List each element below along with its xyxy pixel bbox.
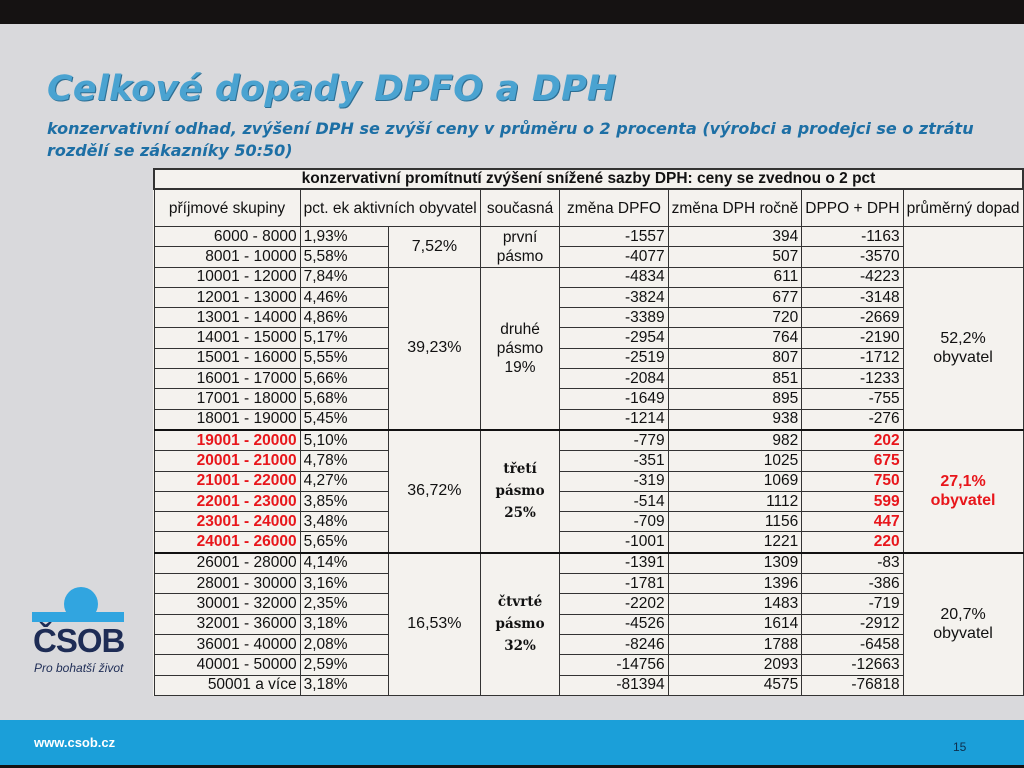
avg-impact-cell bbox=[903, 227, 1023, 268]
change-dpfo-cell: -779 bbox=[560, 430, 668, 451]
pct-cell: 5,10% bbox=[300, 430, 388, 451]
pct-cell: 3,18% bbox=[300, 614, 388, 634]
page-number: 15 bbox=[953, 740, 967, 754]
table-row bbox=[154, 471, 1023, 491]
tax-zone-name: čtvrté bbox=[497, 594, 543, 611]
dppo-dph-cell: 675 bbox=[802, 451, 903, 471]
income-range-cell: 21001 - 22000 bbox=[154, 471, 300, 491]
table-row bbox=[154, 409, 1023, 430]
income-range-cell: 30001 - 32000 bbox=[154, 594, 300, 614]
table-row bbox=[154, 328, 1023, 348]
pct-cell: 5,17% bbox=[300, 328, 388, 348]
pct-cell: 3,85% bbox=[300, 491, 388, 511]
table-row bbox=[154, 491, 1023, 511]
change-dpfo-cell: -1214 bbox=[560, 409, 668, 430]
tax-zone-cell bbox=[480, 267, 560, 430]
dppo-dph-cell: 220 bbox=[802, 532, 903, 553]
group-share-cell: 7,52% bbox=[389, 227, 481, 268]
header-change-dpfo: změna DPFO bbox=[560, 189, 668, 227]
dppo-dph-cell: -719 bbox=[802, 594, 903, 614]
tax-zone-name: první bbox=[502, 228, 538, 246]
income-range-cell: 24001 - 26000 bbox=[154, 532, 300, 553]
pct-cell: 2,59% bbox=[300, 655, 388, 675]
dppo-dph-cell: -1233 bbox=[802, 369, 903, 389]
income-range-cell: 36001 - 40000 bbox=[154, 634, 300, 654]
pct-cell: 7,84% bbox=[300, 267, 388, 287]
dppo-dph-cell: -276 bbox=[802, 409, 903, 430]
pct-cell: 3,18% bbox=[300, 675, 388, 695]
pct-cell: 3,16% bbox=[300, 574, 388, 594]
dppo-dph-cell: -4223 bbox=[802, 267, 903, 287]
income-range-cell: 16001 - 17000 bbox=[154, 369, 300, 389]
table-row bbox=[154, 430, 1023, 451]
group-share-cell: 16,53% bbox=[389, 553, 481, 696]
dppo-dph-cell: 750 bbox=[802, 471, 903, 491]
pct-cell: 5,66% bbox=[300, 369, 388, 389]
table-row bbox=[154, 287, 1023, 307]
change-dpfo-cell: -2954 bbox=[560, 328, 668, 348]
income-range-cell: 19001 - 20000 bbox=[154, 430, 300, 451]
change-dph-cell: 1614 bbox=[668, 614, 802, 634]
pct-cell: 4,78% bbox=[300, 451, 388, 471]
table-row bbox=[154, 369, 1023, 389]
dppo-dph-cell: 599 bbox=[802, 491, 903, 511]
change-dph-cell: 1788 bbox=[668, 634, 802, 654]
dppo-dph-cell: -1712 bbox=[802, 348, 903, 368]
table-row bbox=[154, 389, 1023, 409]
table-row bbox=[154, 451, 1023, 471]
dppo-dph-cell: -2190 bbox=[802, 328, 903, 348]
tax-zone-sub: pásmo bbox=[495, 616, 545, 633]
slide-title: Celkové dopady DPFO a DPH bbox=[47, 69, 617, 109]
change-dpfo-cell: -8246 bbox=[560, 634, 668, 654]
income-range-cell: 12001 - 13000 bbox=[154, 287, 300, 307]
change-dpfo-cell: -1557 bbox=[560, 227, 668, 247]
change-dph-cell: 982 bbox=[668, 430, 802, 451]
avg-impact-pct: 52,2% bbox=[940, 330, 986, 348]
pct-cell: 3,48% bbox=[300, 512, 388, 532]
pct-cell: 2,35% bbox=[300, 594, 388, 614]
footer-url: www.csob.cz bbox=[34, 735, 116, 750]
table-row bbox=[154, 247, 1023, 267]
change-dph-cell: 1221 bbox=[668, 532, 802, 553]
footer-bar bbox=[0, 720, 1024, 765]
group-share-cell: 39,23% bbox=[389, 267, 481, 430]
income-range-cell: 20001 - 21000 bbox=[154, 451, 300, 471]
pct-cell: 5,55% bbox=[300, 348, 388, 368]
pct-cell: 4,86% bbox=[300, 308, 388, 328]
dppo-dph-cell: -755 bbox=[802, 389, 903, 409]
avg-impact-label: obyvatel bbox=[933, 349, 993, 367]
change-dpfo-cell: -351 bbox=[560, 451, 668, 471]
change-dph-cell: 611 bbox=[668, 267, 802, 287]
income-range-cell: 14001 - 15000 bbox=[154, 328, 300, 348]
change-dph-cell: 895 bbox=[668, 389, 802, 409]
change-dpfo-cell: -4526 bbox=[560, 614, 668, 634]
income-range-cell: 50001 a více bbox=[154, 675, 300, 695]
header-pct-active: pct. ek aktivních obyvatel bbox=[300, 189, 480, 227]
table-row bbox=[154, 574, 1023, 594]
dppo-dph-cell: -6458 bbox=[802, 634, 903, 654]
pct-cell: 5,65% bbox=[300, 532, 388, 553]
income-range-cell: 13001 - 14000 bbox=[154, 308, 300, 328]
logo-bar-icon bbox=[32, 612, 124, 622]
change-dpfo-cell: -3824 bbox=[560, 287, 668, 307]
pct-cell: 4,27% bbox=[300, 471, 388, 491]
pct-cell: 5,45% bbox=[300, 409, 388, 430]
header-dppo-dph: DPPO + DPH bbox=[802, 189, 903, 227]
dppo-dph-cell: -3570 bbox=[802, 247, 903, 267]
table-caption-row bbox=[154, 169, 1023, 189]
table-row bbox=[154, 348, 1023, 368]
income-range-cell: 22001 - 23000 bbox=[154, 491, 300, 511]
group-share-cell: 36,72% bbox=[389, 430, 481, 553]
change-dpfo-cell: -14756 bbox=[560, 655, 668, 675]
change-dpfo-cell: -2084 bbox=[560, 369, 668, 389]
pct-cell: 4,14% bbox=[300, 553, 388, 574]
tax-zone-cell bbox=[480, 227, 560, 268]
table-row bbox=[154, 675, 1023, 695]
header-change-dph: změna DPH ročně bbox=[668, 189, 802, 227]
change-dph-cell: 677 bbox=[668, 287, 802, 307]
table-row bbox=[154, 634, 1023, 654]
tax-zone-cell bbox=[480, 430, 560, 553]
change-dph-cell: 507 bbox=[668, 247, 802, 267]
dppo-dph-cell: 202 bbox=[802, 430, 903, 451]
change-dpfo-cell: -709 bbox=[560, 512, 668, 532]
logo-tagline: Pro bohatší život bbox=[34, 661, 124, 675]
change-dph-cell: 1396 bbox=[668, 574, 802, 594]
table-row bbox=[154, 267, 1023, 287]
table-caption: konzervativní promítnutí zvýšení snížené sazby DPH: ceny se zvednou o 2 pct bbox=[154, 169, 1023, 189]
pct-cell: 5,58% bbox=[300, 247, 388, 267]
table-row bbox=[154, 308, 1023, 328]
change-dph-cell: 394 bbox=[668, 227, 802, 247]
income-range-cell: 15001 - 16000 bbox=[154, 348, 300, 368]
change-dpfo-cell: -1001 bbox=[560, 532, 668, 553]
avg-impact-pct: 20,7% bbox=[940, 606, 986, 624]
avg-impact-label: obyvatel bbox=[930, 492, 996, 510]
tax-zone-cell bbox=[480, 553, 560, 696]
change-dpfo-cell: -1781 bbox=[560, 574, 668, 594]
dppo-dph-cell: -12663 bbox=[802, 655, 903, 675]
pct-cell: 2,08% bbox=[300, 634, 388, 654]
table-row bbox=[154, 532, 1023, 553]
table-row bbox=[154, 594, 1023, 614]
income-range-cell: 8001 - 10000 bbox=[154, 247, 300, 267]
tax-zone-name: třetí bbox=[503, 461, 537, 478]
change-dph-cell: 938 bbox=[668, 409, 802, 430]
income-range-cell: 18001 - 19000 bbox=[154, 409, 300, 430]
dppo-dph-cell: -83 bbox=[802, 553, 903, 574]
change-dph-cell: 1483 bbox=[668, 594, 802, 614]
tax-zone-sub: pásmo bbox=[496, 339, 544, 357]
change-dph-cell: 720 bbox=[668, 308, 802, 328]
change-dph-cell: 807 bbox=[668, 348, 802, 368]
change-dph-cell: 1025 bbox=[668, 451, 802, 471]
tax-zone-sub: pásmo bbox=[495, 483, 545, 500]
tax-zone-sub: pásmo bbox=[496, 247, 544, 265]
pct-cell: 1,93% bbox=[300, 227, 388, 247]
change-dph-cell: 1309 bbox=[668, 553, 802, 574]
change-dpfo-cell: -1391 bbox=[560, 553, 668, 574]
logo-wordmark: ČSOB bbox=[33, 622, 125, 659]
dppo-dph-cell: -76818 bbox=[802, 675, 903, 695]
dppo-dph-cell: -1163 bbox=[802, 227, 903, 247]
avg-impact-cell bbox=[903, 553, 1023, 696]
dppo-dph-cell: -2912 bbox=[802, 614, 903, 634]
change-dph-cell: 851 bbox=[668, 369, 802, 389]
change-dpfo-cell: -319 bbox=[560, 471, 668, 491]
tax-zone-rate: 32% bbox=[504, 638, 536, 655]
income-range-cell: 32001 - 36000 bbox=[154, 614, 300, 634]
avg-impact-label: obyvatel bbox=[933, 625, 993, 643]
income-range-cell: 28001 - 30000 bbox=[154, 574, 300, 594]
change-dph-cell: 1156 bbox=[668, 512, 802, 532]
change-dpfo-cell: -4834 bbox=[560, 267, 668, 287]
tax-impact-table bbox=[153, 168, 1024, 696]
income-range-cell: 10001 - 12000 bbox=[154, 267, 300, 287]
income-range-cell: 26001 - 28000 bbox=[154, 553, 300, 574]
change-dpfo-cell: -1649 bbox=[560, 389, 668, 409]
change-dph-cell: 1112 bbox=[668, 491, 802, 511]
table-row bbox=[154, 614, 1023, 634]
tax-zone-name: druhé bbox=[500, 320, 540, 338]
pct-cell: 4,46% bbox=[300, 287, 388, 307]
change-dpfo-cell: -81394 bbox=[560, 675, 668, 695]
change-dph-cell: 2093 bbox=[668, 655, 802, 675]
table-row bbox=[154, 227, 1023, 247]
change-dpfo-cell: -4077 bbox=[560, 247, 668, 267]
income-range-cell: 17001 - 18000 bbox=[154, 389, 300, 409]
avg-impact-cell bbox=[903, 430, 1023, 553]
change-dpfo-cell: -2519 bbox=[560, 348, 668, 368]
income-range-cell: 6000 - 8000 bbox=[154, 227, 300, 247]
table-header-row bbox=[154, 189, 1023, 227]
header-income-group: příjmové skupiny bbox=[154, 189, 300, 227]
pct-cell: 5,68% bbox=[300, 389, 388, 409]
tax-zone-rate: 19% bbox=[504, 358, 536, 376]
dppo-dph-cell: 447 bbox=[802, 512, 903, 532]
tax-zone-rate: 25% bbox=[504, 505, 536, 522]
dppo-dph-cell: -386 bbox=[802, 574, 903, 594]
change-dpfo-cell: -3389 bbox=[560, 308, 668, 328]
dppo-dph-cell: -3148 bbox=[802, 287, 903, 307]
change-dph-cell: 4575 bbox=[668, 675, 802, 695]
csob-logo bbox=[32, 586, 132, 680]
table-row bbox=[154, 655, 1023, 675]
avg-impact-cell bbox=[903, 267, 1023, 430]
change-dpfo-cell: -2202 bbox=[560, 594, 668, 614]
income-range-cell: 40001 - 50000 bbox=[154, 655, 300, 675]
table-row bbox=[154, 512, 1023, 532]
avg-impact-pct: 27,1% bbox=[940, 473, 986, 491]
change-dpfo-cell: -514 bbox=[560, 491, 668, 511]
header-avg-impact: průměrný dopad bbox=[903, 189, 1023, 227]
dppo-dph-cell: -2669 bbox=[802, 308, 903, 328]
table-row bbox=[154, 553, 1023, 574]
income-range-cell: 23001 - 24000 bbox=[154, 512, 300, 532]
slide-subtitle: konzervativní odhad, zvýšení DPH se zvýší ceny v průměru o 2 procenta (výrobci a prodejci se o ztrátu rozdělí se zákazníky 50:50) bbox=[47, 119, 974, 160]
change-dph-cell: 1069 bbox=[668, 471, 802, 491]
slide bbox=[0, 24, 1024, 754]
header-current: současná bbox=[480, 189, 560, 227]
change-dph-cell: 764 bbox=[668, 328, 802, 348]
